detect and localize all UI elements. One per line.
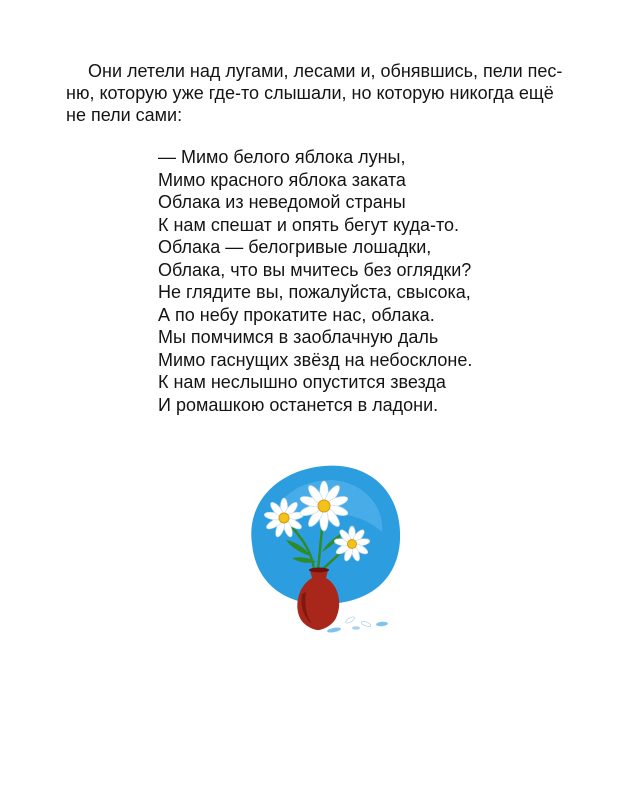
poem-line: Облака, что вы мчитесь без оглядки? [158, 259, 472, 280]
poem-line: И ромашкою останется в ладони. [158, 394, 439, 415]
intro-line: ню, которую уже где-то слышали, но которую никогда ещё [66, 83, 554, 103]
poem-line: — Мимо белого яблока луны, [158, 147, 406, 167]
poem-line: Мимо гаснущих звёзд на небосклоне. [158, 349, 473, 370]
intro-paragraph [66, 60, 586, 126]
poem-line: Облака — белогривые лошадки, [158, 237, 432, 257]
poem-line: А по небу прокатите нас, облака. [158, 304, 435, 325]
intro-line: Они летели над лугами, лесами и, обнявшись, пели пес- [88, 61, 563, 81]
fallen-petals-icon [327, 616, 388, 634]
daisy-vase-illustration [232, 452, 412, 652]
poem-line: К нам спешат и опять бегут куда-то. [158, 214, 460, 235]
poem-line: Мимо красного яблока заката [158, 169, 406, 190]
poem-line: Мы помчимся в заоблачную даль [158, 327, 439, 347]
poem [158, 146, 472, 416]
poem-line: К нам неслышно опустится звезда [158, 372, 446, 392]
poem-line: Не глядите вы, пожалуйста, свысока, [158, 282, 471, 302]
intro-line: не пели сами: [66, 105, 183, 125]
poem-line: Облака из неведомой страны [158, 192, 406, 212]
